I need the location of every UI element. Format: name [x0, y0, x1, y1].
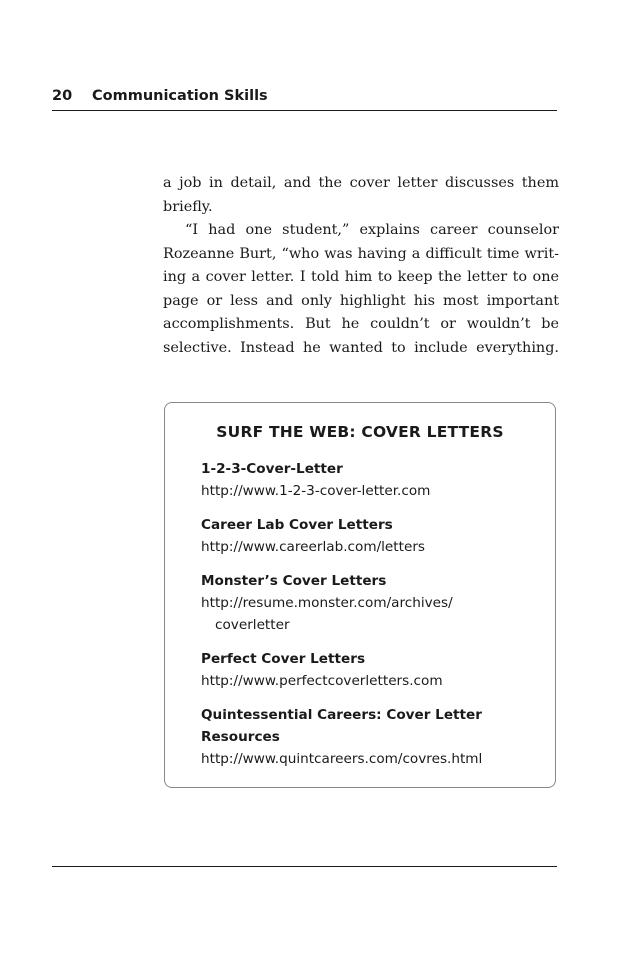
- link-name-continuation: Resources: [201, 729, 280, 745]
- paragraph-continuation-end: briefly.: [163, 198, 213, 215]
- link-url-continuation[interactable]: coverletter: [215, 617, 290, 633]
- link-url[interactable]: http://www.careerlab.com/letters: [201, 539, 425, 555]
- link-url[interactable]: http://www.1-2-3-cover-letter.com: [201, 483, 431, 499]
- link-entry: [201, 570, 541, 636]
- bottom-rule: [52, 866, 557, 867]
- link-list: [201, 458, 541, 782]
- link-url[interactable]: http://resume.monster.com/archives/: [201, 595, 453, 611]
- link-entry: [201, 704, 541, 770]
- box-title: SURF THE WEB: COVER LETTERS: [216, 423, 504, 441]
- page-number: 20: [52, 88, 73, 104]
- link-entry: [201, 514, 541, 558]
- link-entry: [201, 648, 541, 692]
- link-name: Perfect Cover Letters: [201, 651, 366, 667]
- quote-paragraph: “I had one student,” explains career counselor Rozeanne Burt, “who was having a difficult time writ-ing a cover letter. I told him to keep the letter to one page or less and only highlight his most important accomplishments. But he couldn’t or wouldn’t be selective. Instead he wanted to include everything.: [163, 222, 559, 356]
- surf-the-web-box: [164, 402, 556, 788]
- link-url[interactable]: http://www.perfectcoverletters.com: [201, 673, 443, 689]
- paragraph-continuation-line: a job in detail, and the cover letter discusses them: [163, 175, 559, 191]
- link-name: Career Lab Cover Letters: [201, 517, 393, 533]
- section-title: Communication Skills: [92, 88, 268, 104]
- link-name: Quintessential Careers: Cover Letter: [201, 707, 482, 723]
- link-name: 1-2-3-Cover-Letter: [201, 461, 343, 477]
- running-head: [52, 86, 557, 111]
- link-name: Monster’s Cover Letters: [201, 573, 387, 589]
- link-url[interactable]: http://www.quintcareers.com/covres.html: [201, 751, 483, 767]
- link-entry: [201, 458, 541, 502]
- body-text: [163, 172, 559, 360]
